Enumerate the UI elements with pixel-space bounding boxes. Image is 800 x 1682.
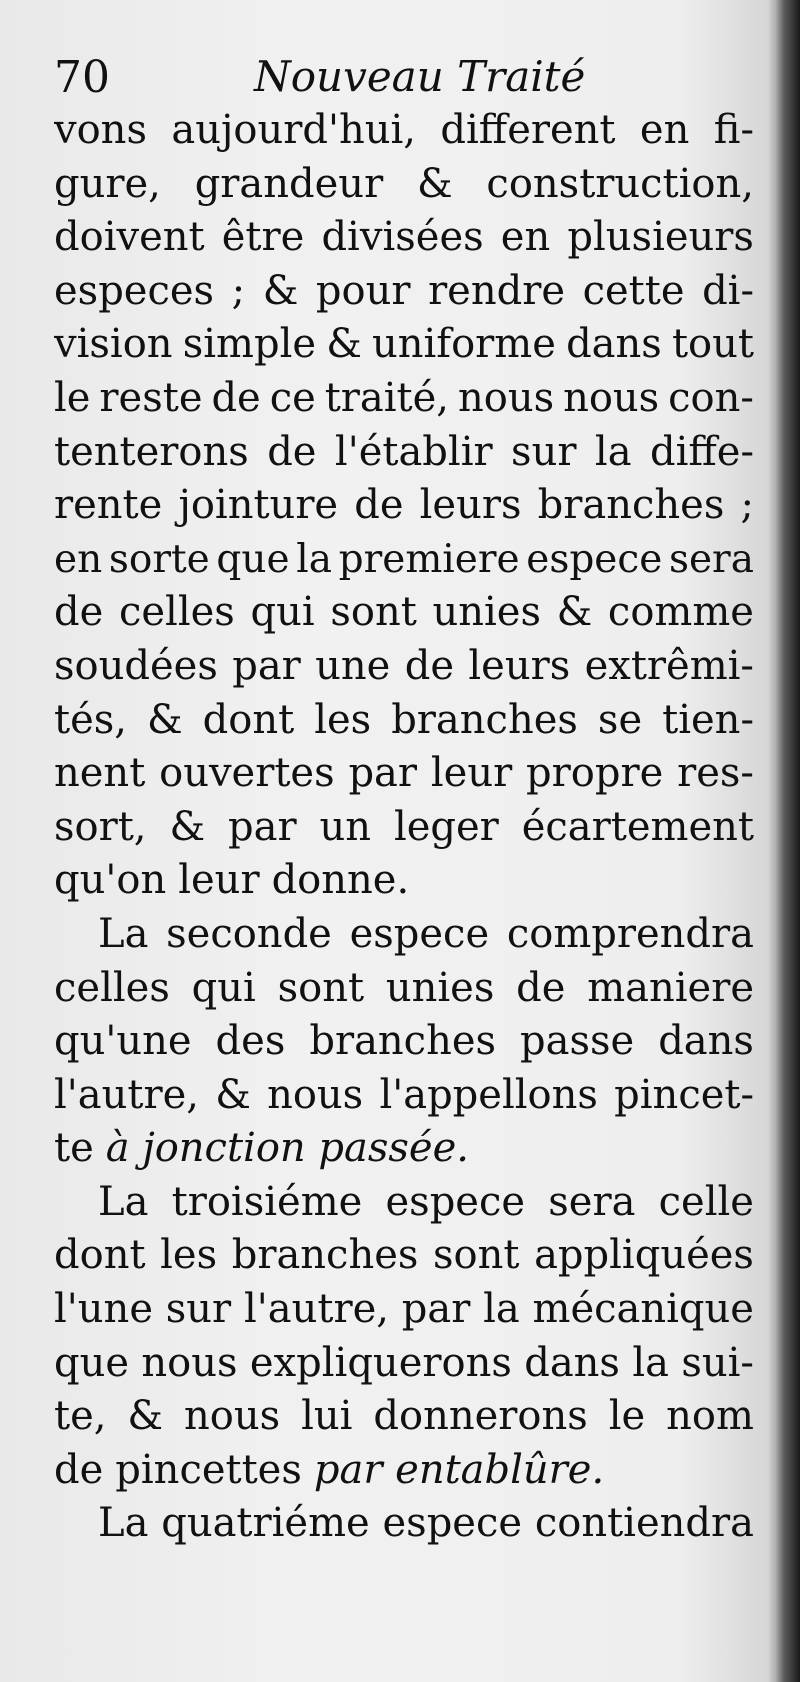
text-line [54,479,754,533]
word: qu'une [54,1018,192,1065]
word: par [401,1286,471,1333]
text-line [54,1283,754,1337]
word: donnerons [373,1393,588,1440]
word: nent [54,750,146,797]
word: & [417,160,453,207]
word: dans [524,1339,620,1386]
word: quatriéme [161,1500,370,1547]
word: di- [702,267,754,314]
word: & [127,1393,164,1440]
word: qui [250,589,315,636]
word: branches [309,1018,497,1065]
text-line [54,854,754,908]
word: branches [391,696,578,743]
word: diffe- [649,428,754,475]
word: sort, [54,803,147,850]
word: tout [671,321,754,368]
word: unies [432,589,541,636]
word: reste [99,374,203,421]
word: donne. [271,857,410,904]
text-line [54,158,754,212]
word: traité, [324,374,450,421]
word: maniere [587,964,754,1011]
word: les [314,696,372,743]
text-line [54,533,754,587]
word: la [632,1339,669,1386]
word: propre [526,750,664,797]
word: espece [349,910,490,957]
italic-phrase: par entablûre. [313,1446,605,1493]
page-number: 70 [54,52,110,103]
word: ouvertes [159,750,335,797]
word: nous [457,374,555,421]
word: leurs [419,482,522,529]
word: tés, [54,696,127,743]
text-line [54,1229,754,1283]
word: la [594,428,632,475]
word: de [354,482,404,529]
word: pincet- [614,1071,754,1118]
word: écartement [521,803,754,850]
italic-phrase: à jonction passée. [105,1125,469,1172]
text-line [54,1497,754,1551]
text-line [54,372,754,426]
word: de [516,964,566,1011]
word: tenterons [54,428,249,475]
word: branches [537,482,725,529]
word: uniforme [371,321,556,368]
text-line [54,104,754,158]
word: celles [54,964,170,1011]
word: l'autre, [54,1071,199,1118]
word: con- [668,374,754,421]
word: dont [54,1232,146,1279]
word: par [227,803,297,850]
word: sera [548,1178,636,1225]
word: une [315,642,391,689]
text-line [54,1390,754,1444]
word: nom [666,1393,754,1440]
text-line [54,1444,754,1498]
word: ; [231,267,246,314]
word: dans [566,321,662,368]
word: unies [385,964,495,1011]
word: l'établir [334,428,493,475]
word: pincettes [115,1446,302,1493]
word: l'une [54,1286,153,1333]
text-line [54,962,754,1016]
word: un [319,803,372,850]
word: sorte [108,536,210,582]
word: & [147,696,183,743]
body-text [54,104,754,1551]
word: extrêmi- [584,642,754,689]
word: en [639,107,690,153]
word: jointure [178,482,339,529]
word: en [54,536,103,582]
word: cette [582,267,685,314]
word: en [500,214,551,261]
word: La [98,910,149,957]
word: passe [520,1018,635,1065]
word: dont [202,696,295,743]
word: rendre [428,267,566,314]
word: tien- [662,696,754,743]
word: fi- [713,107,754,153]
word: l'autre, [243,1286,389,1333]
word: espece [385,1178,526,1225]
word: different [440,107,616,153]
word: te, [54,1393,107,1440]
word: & [326,321,362,368]
word: de [404,642,454,689]
word: te [54,1125,94,1172]
word: ; [740,482,754,529]
word: La [98,1500,149,1547]
word: sont [277,964,365,1011]
text-line [54,801,754,855]
word: leur [430,750,513,797]
word: de [267,428,317,475]
word: res- [677,750,754,797]
word: des [215,1018,286,1065]
word: nous [267,1071,364,1118]
word: comme [607,589,754,636]
word: nous [563,374,660,421]
word: & [169,803,206,850]
word: premiere [338,536,520,582]
text-line [54,1337,754,1391]
word: ce [269,374,316,421]
word: expliquerons [249,1339,512,1386]
word: se [597,696,643,743]
word: de [54,1446,104,1493]
word: par [348,750,418,797]
text-line [54,265,754,319]
text-line [54,1122,754,1176]
word: que [216,536,290,582]
word: mécanique [532,1286,754,1333]
word: nous [141,1339,238,1386]
text-line [54,1069,754,1123]
word: aujourd'hui, [171,107,416,153]
word: leurs [468,642,571,689]
word: sont [433,1232,520,1279]
word: gure, [54,160,161,207]
word: sur [511,428,577,475]
word: que [54,1339,130,1386]
word: nous [183,1393,281,1440]
word: la [483,1286,520,1333]
word: de [54,589,104,636]
text-line [54,694,754,748]
text-line [54,211,754,265]
word: contiendra [534,1500,754,1547]
word: le [54,374,91,421]
word: sont [330,589,417,636]
word: vons [54,107,147,153]
word: espece [382,1500,523,1547]
text-line [54,908,754,962]
word: especes [54,267,215,314]
text-line [54,1176,754,1230]
page-header [54,48,754,110]
text-line [54,586,754,640]
text-line [54,747,754,801]
word: celles [118,589,235,636]
text-line [54,640,754,694]
word: seconde [166,910,332,957]
word: qui [191,964,256,1011]
word: leur [178,857,260,904]
word: dans [658,1018,754,1065]
word: le [608,1393,646,1440]
word: simple [182,321,317,368]
word: rente [54,482,163,529]
word: divisées [321,214,484,261]
word: sui- [681,1339,754,1386]
word: leger [393,803,499,850]
word: comprendra [506,910,754,957]
word: qu'on [54,857,167,904]
word: & [262,267,299,314]
word: vision [54,321,173,368]
word: pour [315,267,411,314]
word: & [556,589,593,636]
running-title: Nouveau Traité [254,52,586,101]
word: grandeur [194,160,384,207]
word: construction, [486,160,754,207]
word: par [232,642,301,689]
word: appliquées [534,1232,754,1279]
word: sur [165,1286,232,1333]
word: l'appellons [379,1071,598,1118]
word: troisiéme [171,1178,363,1225]
word: lui [301,1393,353,1440]
text-line [54,1015,754,1069]
word: les [160,1232,218,1279]
word: plusieurs [567,214,754,261]
text-line [54,426,754,480]
word: de [211,374,261,421]
word: branches [231,1232,419,1279]
word: celle [658,1178,754,1225]
book-gutter-shadow [774,0,800,1682]
word: la [296,536,332,582]
text-line [54,318,754,372]
word: être [221,214,305,261]
word: espece [526,536,663,582]
word: sera [668,536,754,582]
word: & [215,1071,251,1118]
word: doivent [54,214,205,261]
word: soudées [54,642,218,689]
word: La [98,1178,149,1225]
